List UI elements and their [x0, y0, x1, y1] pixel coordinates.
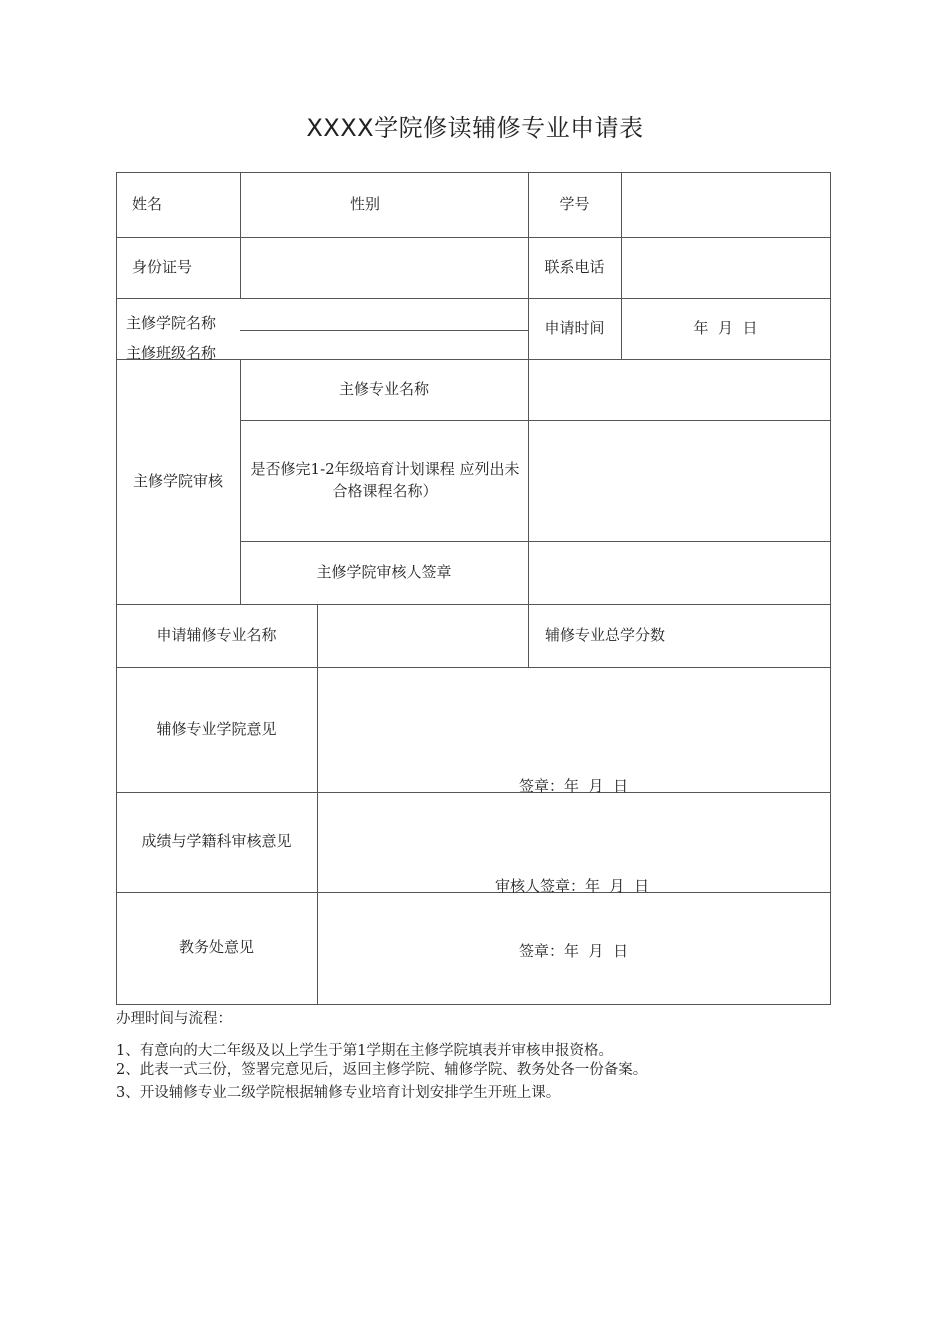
label-major-review: 主修学院审核: [132, 471, 223, 490]
student-id-field[interactable]: [621, 172, 830, 237]
label-student-id: 学号: [559, 194, 590, 213]
reviewer-seal-field[interactable]: [528, 541, 830, 604]
label-reviewer-seal: 主修学院审核人签章: [316, 562, 452, 581]
major-class-field[interactable]: [240, 330, 528, 359]
label-minor-credits: 辅修专业总学分数: [545, 625, 666, 644]
note-item: 2、此表一式三份，签署完意见后，返回主修学院、辅修学院、教务处各一份备案。: [116, 1062, 648, 1078]
minor-name-field[interactable]: [317, 604, 528, 667]
label-phone: 联系电话: [544, 257, 605, 276]
label-course-question: 是否修完1-2年级培育计划课程 应列出未合格课程名称）: [250, 459, 520, 500]
label-major-college: 主修学院名称: [126, 314, 217, 332]
label-minor-name: 申请辅修专业名称: [156, 625, 277, 644]
label-academic-affairs-opinion: 教务处意见: [178, 938, 254, 957]
seal-date-2: 签章：年 月 日: [519, 942, 629, 960]
notes-heading: 办理时间与流程：: [116, 1011, 232, 1027]
label-name: 姓名: [132, 194, 163, 213]
label-gender: 性别: [349, 194, 380, 213]
apply-time-field[interactable]: 年 月 日: [693, 318, 758, 337]
phone-field[interactable]: [621, 237, 830, 298]
major-name-field[interactable]: [528, 359, 830, 420]
seal-date-1: 签章：年 月 日: [519, 777, 629, 795]
label-major-name: 主修专业名称: [338, 379, 429, 398]
reviewer-seal-date: 审核人签章：年 月 日: [495, 877, 650, 895]
form-title: XXXX学院修读辅修专业申请表: [306, 114, 644, 142]
course-question-field[interactable]: [528, 420, 830, 541]
note-item: 1、有意向的大二年级及以上学生于第1学期在主修学院填表并审核申报资格。: [116, 1043, 613, 1059]
label-minor-college-opinion: 辅修专业学院意见: [156, 719, 277, 738]
major-college-field[interactable]: [240, 298, 528, 330]
label-major-class: 主修班级名称: [126, 344, 217, 362]
label-apply-time: 申请时间: [544, 318, 605, 337]
note-item: 3、开设辅修专业二级学院根据辅修专业培育计划安排学生开班上课。: [116, 1085, 561, 1101]
label-registry-opinion: 成绩与学籍科审核意见: [141, 832, 292, 851]
label-id-number: 身份证号: [132, 257, 193, 276]
id-number-field[interactable]: [240, 237, 528, 298]
